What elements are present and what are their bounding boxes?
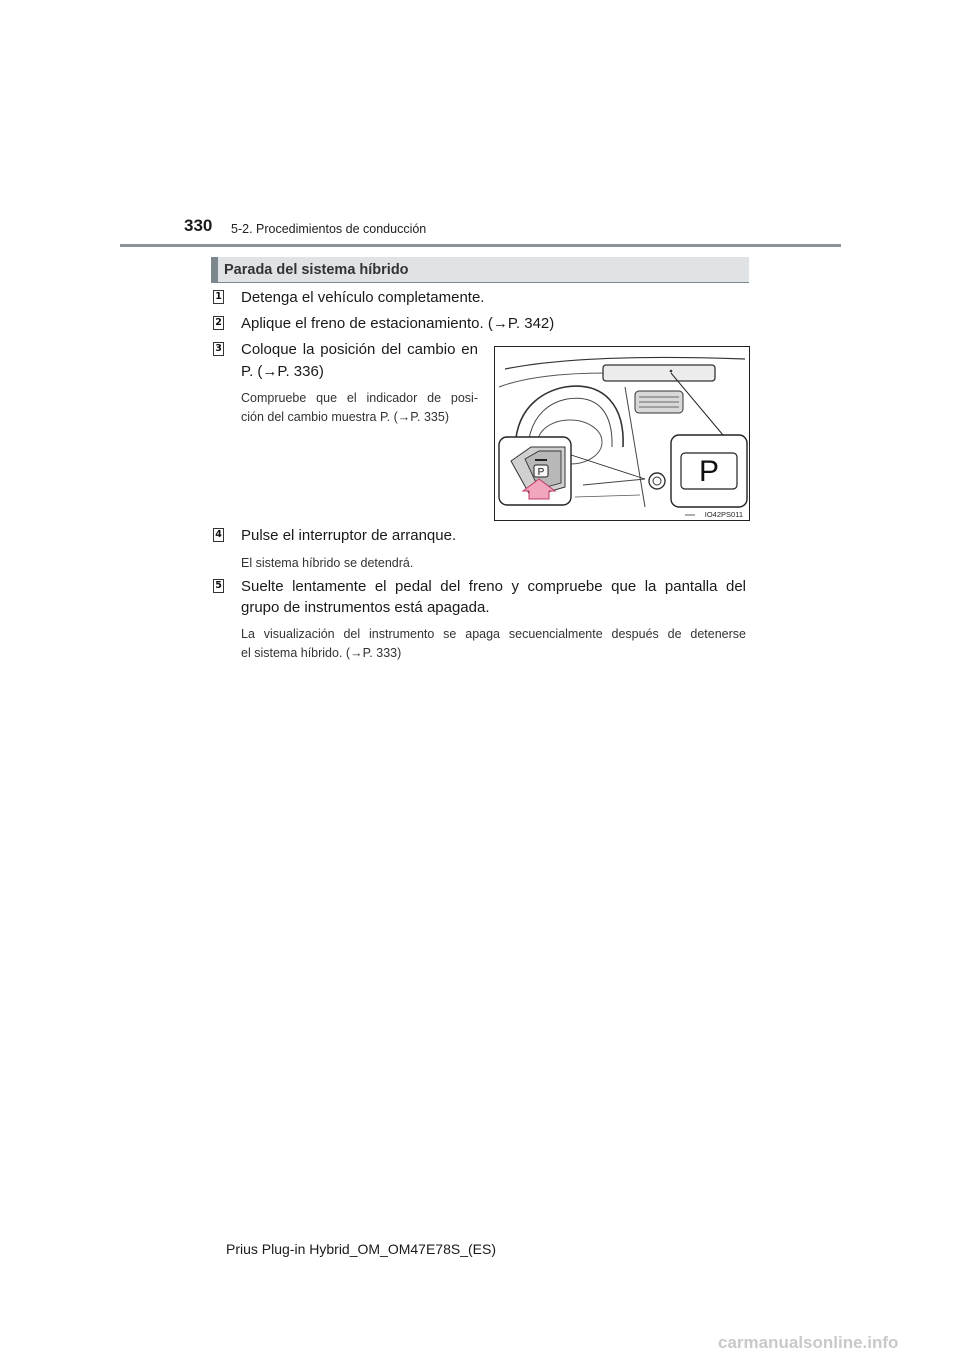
dashboard-illustration [494,346,750,521]
step-number-2: 2 [213,316,224,330]
header-divider [120,244,841,247]
shift-p-button-label: P [537,467,545,478]
step-number-4: 4 [213,528,224,542]
step-3-line-1: Coloque la posición del cambio en [241,341,478,358]
step-5-note-line-2: el sistema híbrido. (→P. 333) [241,646,402,660]
step-number-3: 3 [213,342,224,356]
section-title: Parada del sistema híbrido [224,262,409,278]
chapter-title: 5-2. Procedimientos de conducción [231,222,427,236]
figure-code: IO42PS011 [704,510,743,519]
step-5-note-line-1: La visualización del instrumento se apaga secuencialmente después de detenerse [241,627,746,641]
step-3-line-2: P. (→P. 336) [241,363,324,380]
step-4-text: Pulse el interruptor de arranque. [241,527,457,544]
p-indicator-letter: P [698,455,720,488]
step-4-note: El sistema híbrido se detendrá. [241,556,414,570]
step-number-1: 1 [213,290,224,304]
manual-footer: Prius Plug-in Hybrid_OM_OM47E78S_(ES) [226,1241,496,1257]
step-2-text: Aplique el freno de estacionamiento. (→P. 342) [241,315,555,332]
dashboard-drawing [495,347,749,520]
step-5-line-1: Suelte lentamente el pedal del freno y compruebe que la pantalla del [241,578,746,595]
step-1-text: Detenga el vehículo completamente. [241,289,485,306]
step-3-note-line-1: Compruebe que el indicador de posi- [241,391,478,405]
step-number-5: 5 [213,579,224,593]
step-5-line-2: grupo de instrumentos está apagada. [241,599,490,616]
watermark: carmanualsonline.info [718,1333,899,1352]
page-number: 330 [184,216,213,235]
step-3-note-line-2: ción del cambio muestra P. (→P. 335) [241,410,449,424]
